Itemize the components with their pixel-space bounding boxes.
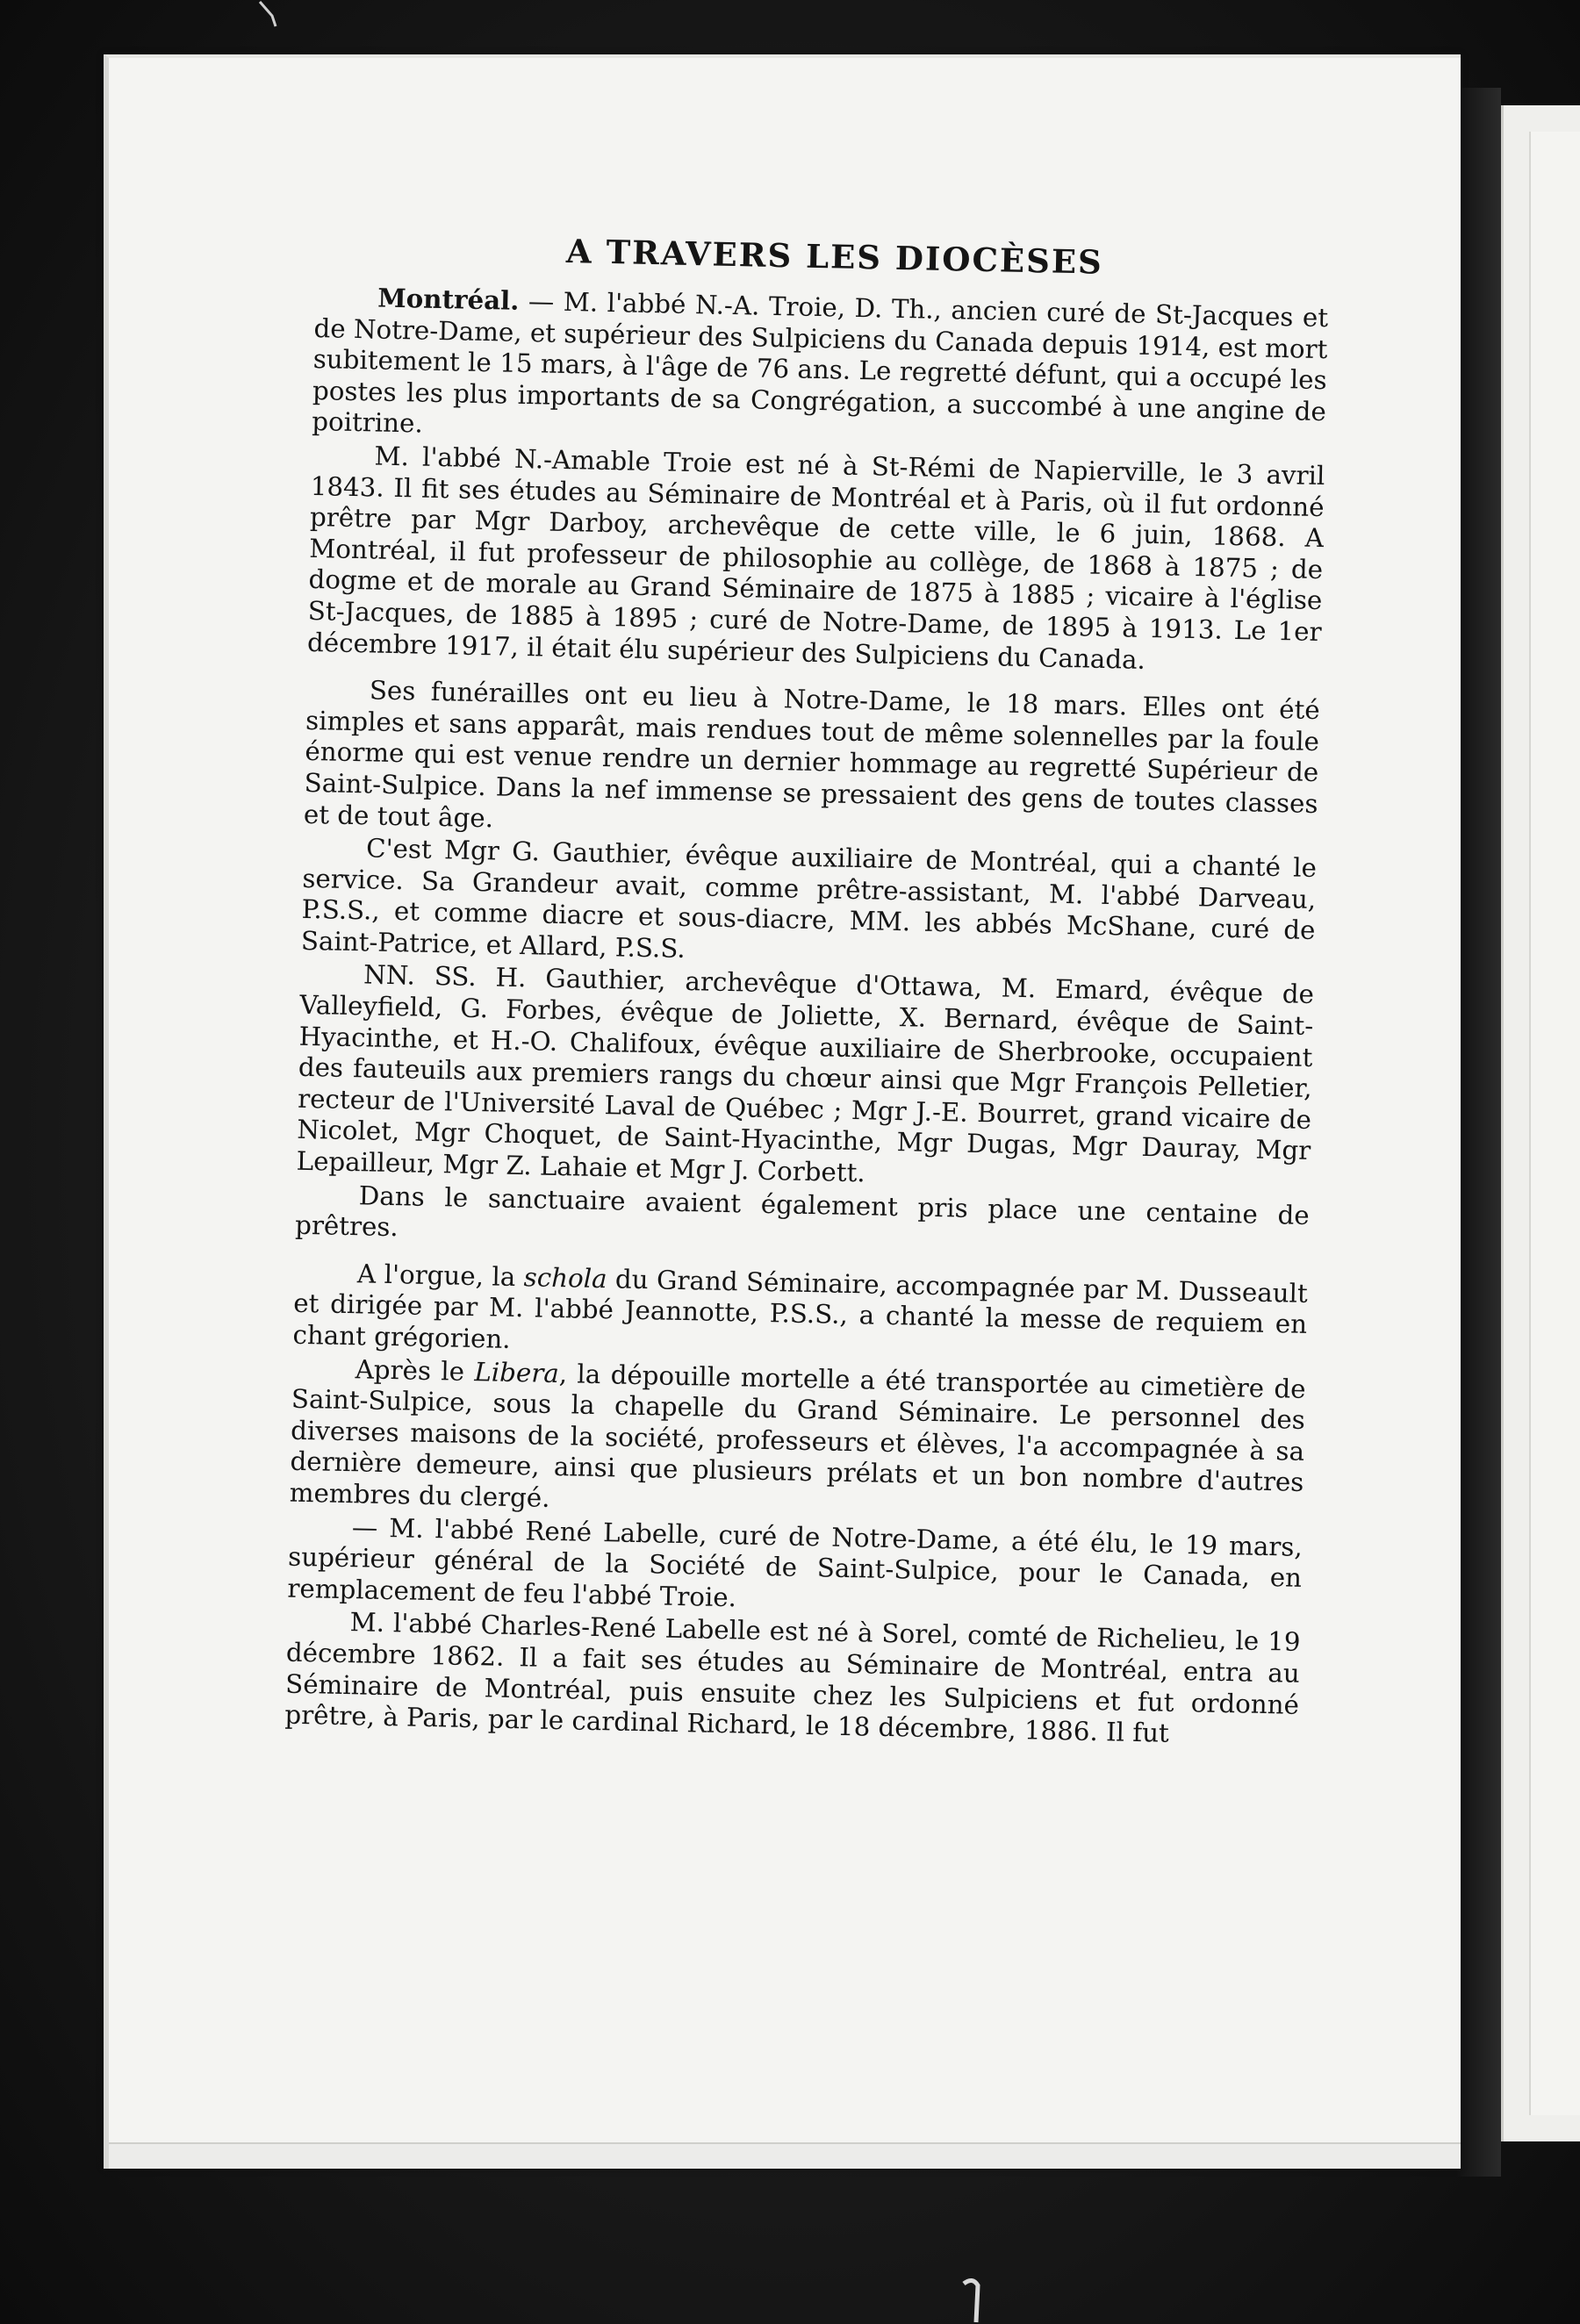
paragraph-8	[289, 1352, 1305, 1530]
paragraph-2	[307, 440, 1325, 679]
paragraph-text: — M. l'abbé René Labelle, curé de Notre-Dame, a été élu, le 19 mars, supérieur général de la Société de Saint-Sulpice, pour le Canada, en remplacement de feu l'abbé Troie.	[287, 1511, 1304, 1613]
paragraph-3	[304, 674, 1320, 851]
paragraph-4	[301, 832, 1318, 979]
paragraph-text: C'est Mgr G. Gauthier, évêque auxiliaire de Montréal, qui a chanté le service. Sa Grandeur avait, comme prêtre-assistant, M. l'abbé Darveau, P.S.S., et comme diacre et sous-diacre, MM. les abbés McShane, curé de Saint-Patrice, et Allard, P.S.S.	[300, 833, 1318, 964]
paragraph-5	[296, 958, 1314, 1198]
page-bottom-edge	[109, 2142, 1461, 2169]
paragraph-text: M. l'abbé Charles-René Labelle est né à Sorel, comté de Richelieu, le 19 décembre 1862. Il a fait ses études au Séminaire de Montréal, entra au Séminaire de Montréal, puis ensuite chez les Sulpiciens et fut ordonné prêtre, à Paris, par le cardinal Richard, le 18 décembre, 1886. Il fut	[284, 1607, 1301, 1748]
article-content	[284, 226, 1330, 1753]
article-title: A TRAVERS LES DIOCÈSES	[565, 231, 1104, 282]
paragraph-10	[284, 1606, 1301, 1753]
paragraph-italic: Libera	[474, 1356, 560, 1388]
paragraph-pre: A l'orgue, la	[356, 1259, 525, 1293]
paragraph-9	[287, 1510, 1303, 1625]
paragraph-pre: Après le	[355, 1353, 475, 1387]
scan-corner-mark	[256, 0, 291, 35]
paragraph-1	[312, 281, 1328, 459]
paragraph-text: Ses funérailles ont eu lieu à Notre-Dame, le 18 mars. Elles ont été simples et sans apparât, mais rendues tout de même solennelles par la foule énorme qui est venue rendre un dernier hommage au regretté Supérieur de Saint-Sulpice. Dans la nef immense se pressaient des gens de toutes classes et de tout âge.	[303, 675, 1321, 833]
paragraph-text: M. l'abbé N.-Amable Troie est né à St-Rémi de Napierville, le 3 avril 1843. Il fit ses études au Séminaire de Montréal et à Paris, où il fut ordonné prêtre par Mgr Darboy, archevêque de cette ville, le 6 juin, 1868. A Montréal, il fut professeur de philosophie au collège, de 1868 à 1875 ; de dogme et de morale au Grand Séminaire de 1875 à 1885 ; vicaire à l'église St-Jacques, de 1885 à 1895 ; curé de Notre-Dame, de 1895 à 1913. Le 1er décembre 1917, il était élu supérieur des Sulpiciens du Canada.	[306, 441, 1325, 675]
paragraph-text: , la dépouille mortelle a été transportée au cimetière de Saint-Sulpice, sous la chapelle du Grand Séminaire. Le personnel des diverses maisons de la société, professeurs et élèves, l'a accompagnée à sa dernière demeure, ainsi que plusieurs prélats et un bon nombre d'autres membres du clergé.	[289, 1358, 1306, 1513]
paragraph-lead: Montréal.	[377, 282, 520, 316]
paragraph-text: du Grand Séminaire, accompagnée par M. Dusseault et dirigée par M. l'abbé Jeannotte, P.S.S., a chanté la messe de requiem en chant grégorien.	[292, 1264, 1309, 1354]
paragraph-italic: schola	[523, 1262, 607, 1295]
paragraph-7	[292, 1258, 1308, 1373]
binding-shadow	[1457, 88, 1501, 2177]
scan-bottom-mark	[959, 2275, 985, 2324]
paragraph-text: Dans le sanctuaire avaient également pris place une centaine de prêtres.	[294, 1180, 1311, 1243]
paragraph-text: — M. l'abbé N.-A. Troie, D. Th., ancien curé de St-Jacques et de Notre-Dame, et supérieur des Sulpiciens du Canada depuis 1914, est mort subitement le 15 mars, à l'âge de 76 ans. Le regretté défunt, qui a occupé les postes les plus importants de sa Congrégation, a succombé à une angine de poitrine.	[311, 285, 1329, 439]
paragraph-text: NN. SS. H. Gauthier, archevêque d'Ottawa, M. Emard, évêque de Valleyfield, G. Forbes, évêque de Joliette, X. Bernard, évêque de Saint-Hyacinthe, et H.-O. Chalifoux, évêque auxiliaire de Sherbrooke, occupaient des fauteuils aux premiers rangs du chœur ainsi que Mgr François Pelletier, recteur de l'Université Laval de Québec ; Mgr J.-E. Bourret, grand vicaire de Nicolet, Mgr Choquet, de Saint-Hyacinthe, Mgr Dugas, Mgr Dauray, Mgr Lepailleur, Mgr Z. Lahaie et Mgr J. Corbett.	[296, 959, 1315, 1188]
adjacent-page-inner-edge	[1529, 132, 1580, 2115]
